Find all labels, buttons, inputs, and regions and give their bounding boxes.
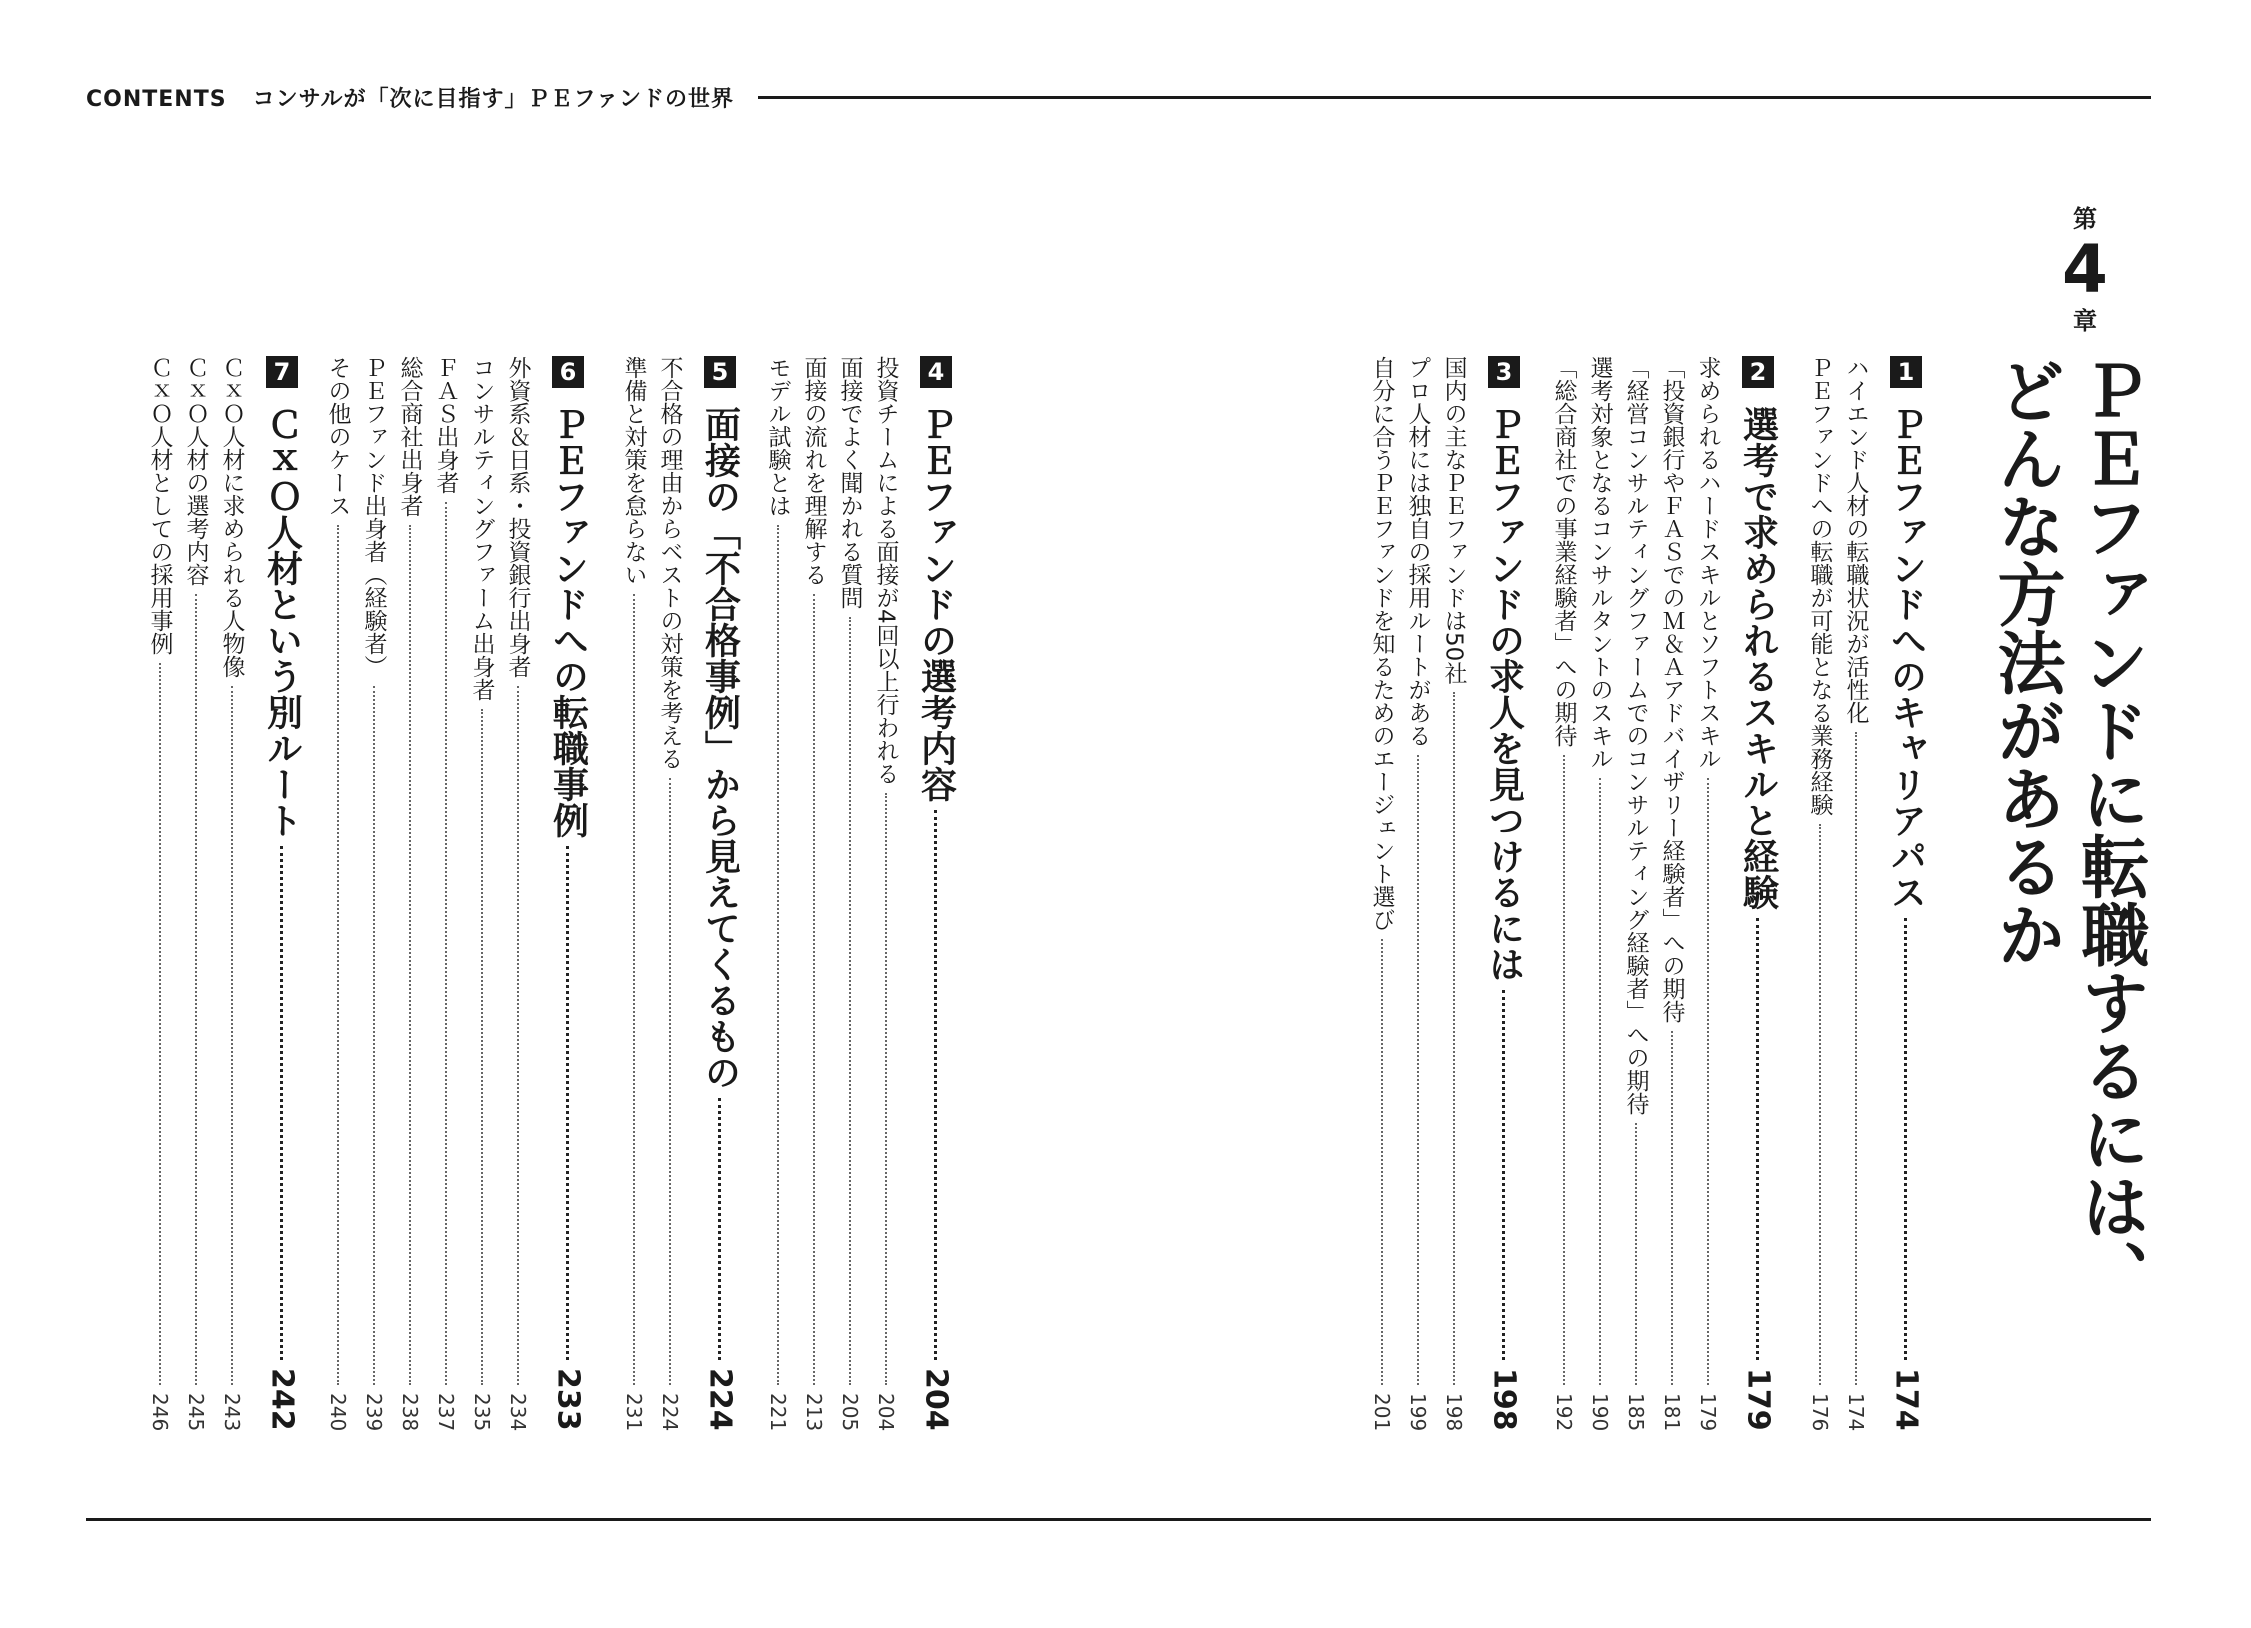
leader-dots <box>1417 755 1419 1385</box>
toc-entry[interactable] <box>393 356 427 1431</box>
bottom-rule <box>86 1518 2151 1521</box>
toc-entry[interactable] <box>1619 356 1653 1431</box>
toc-entry-title: 総合商社出身者 <box>396 356 423 517</box>
leader-dots <box>1635 1123 1637 1385</box>
section-heading[interactable] <box>1481 356 1527 1431</box>
toc-entry[interactable] <box>761 356 795 1431</box>
toc-entry-page: 192 <box>1552 1392 1576 1431</box>
section-heading-page: 242 <box>264 1368 300 1431</box>
leader-dots <box>159 663 161 1385</box>
toc-entry-page: 235 <box>470 1392 494 1431</box>
toc-entry[interactable] <box>1691 356 1725 1431</box>
section-heading-page: 179 <box>1740 1368 1776 1431</box>
toc-entry[interactable] <box>179 356 213 1431</box>
leader-dots <box>1819 824 1821 1385</box>
section-heading[interactable] <box>697 356 743 1431</box>
leader-dots <box>1855 732 1857 1385</box>
toc-entry-title: ＰＥファンド出身者（経験者） <box>360 356 387 678</box>
leader-dots <box>1671 1031 1673 1385</box>
toc-entry-title: ＰＥファンドへの転職が可能となる業務経験 <box>1806 356 1833 816</box>
chapter-sho: 章 <box>2073 307 2097 335</box>
section-heading-title: ＰＥファンドへの転職事例 <box>547 406 589 838</box>
section-heading-title: ＣｘＯ人材という別ルート <box>261 406 303 838</box>
toc-entry-page: 199 <box>1406 1392 1430 1431</box>
chapter-dai: 第 <box>2073 205 2097 233</box>
toc-entry[interactable] <box>501 356 535 1431</box>
toc-entry-title: 投資チームによる面接が4回以上行われる <box>872 356 899 785</box>
toc-entry[interactable] <box>1401 356 1435 1431</box>
toc-entry-title: プロ人材には独自の採用ルートがある <box>1404 356 1431 747</box>
toc-entry-title: ＣｘＯ人材としての採用事例 <box>146 356 173 655</box>
leader-dots <box>1756 918 1760 1360</box>
leader-dots <box>633 594 635 1385</box>
section-heading[interactable] <box>913 356 959 1431</box>
leader-dots <box>445 502 447 1385</box>
leader-dots <box>1707 778 1709 1385</box>
toc-entry-title: コンサルティングファーム出身者 <box>468 356 495 701</box>
toc-entry-page: 221 <box>766 1392 790 1431</box>
toc-entry-title: 外資系＆日系・投資銀行出身者 <box>504 356 531 678</box>
leader-dots <box>566 846 570 1360</box>
toc-entry[interactable] <box>1803 356 1837 1431</box>
section-heading[interactable] <box>1735 356 1781 1431</box>
section-heading[interactable] <box>259 356 305 1431</box>
section-heading-title: ＰＥファンドへのキャリアパス <box>1885 406 1927 910</box>
toc-entry-title: 自分に合うＰＥファンドを知るためのエージェント選び <box>1368 356 1395 931</box>
toc-entry-title: モデル試験とは <box>764 356 791 517</box>
section-heading-page: 204 <box>918 1368 954 1431</box>
toc-entry[interactable] <box>1365 356 1399 1431</box>
toc-entry-title: 選考対象となるコンサルタントのスキル <box>1586 356 1613 770</box>
leader-dots <box>1502 990 1506 1360</box>
toc-entry-title: 準備と対策を怠らない <box>620 356 647 586</box>
toc-entry-page: 181 <box>1660 1392 1684 1431</box>
leader-dots <box>409 525 411 1385</box>
toc-entry-title: 「総合商社での事業経験者」への期待 <box>1550 356 1577 747</box>
toc-entry-page: 185 <box>1624 1392 1648 1431</box>
section-heading[interactable] <box>545 356 591 1431</box>
toc-entry-page: 190 <box>1588 1392 1612 1431</box>
section-number-badge: 2 <box>1742 356 1774 388</box>
toc-entry-title: ハイエンド人材の転職状況が活性化 <box>1842 356 1869 724</box>
toc-entry-title: 面接の流れを理解する <box>800 356 827 586</box>
toc-entry-page: 179 <box>1696 1392 1720 1431</box>
toc-entry-page: 240 <box>326 1392 350 1431</box>
leader-dots <box>337 525 339 1385</box>
chapter-label <box>2060 205 2110 335</box>
toc-entry-page: 201 <box>1370 1392 1394 1431</box>
toc-entry-page: 204 <box>874 1392 898 1431</box>
toc-entry-page: 237 <box>434 1392 458 1431</box>
section-number-badge: 4 <box>920 356 952 388</box>
toc-entry[interactable] <box>833 356 867 1431</box>
section-number-badge: 5 <box>704 356 736 388</box>
section-heading-page: 174 <box>1888 1368 1924 1431</box>
toc-entry-page: 224 <box>658 1392 682 1431</box>
section-heading-page: 198 <box>1486 1368 1522 1431</box>
toc-entry-page: 234 <box>506 1392 530 1431</box>
toc-entry-page: 213 <box>802 1392 826 1431</box>
toc-entry-title: 不合格の理由からベストの対策を考える <box>656 356 683 770</box>
toc-entry[interactable] <box>797 356 831 1431</box>
leader-dots <box>934 810 938 1360</box>
leader-dots <box>280 846 284 1360</box>
section-heading-title: 選考で求められるスキルと経験 <box>1737 406 1779 910</box>
toc-entry-page: 205 <box>838 1392 862 1431</box>
leader-dots <box>1599 778 1601 1385</box>
section-heading-title: ＰＥファンドの選考内容 <box>915 406 957 802</box>
toc-entry[interactable] <box>1437 356 1471 1431</box>
toc-entry-title: 面接でよく聞かれる質問 <box>836 356 863 609</box>
toc-entry-title: ＣｘＯ人材に求められる人物像 <box>218 356 245 678</box>
toc-entry[interactable] <box>215 356 249 1431</box>
leader-dots <box>481 709 483 1385</box>
toc-entry-page: 246 <box>148 1392 172 1431</box>
section-heading-title: 面接の「不合格事例」から見えてくるもの <box>699 406 741 1090</box>
header-text <box>86 82 734 113</box>
toc-entry-page: 176 <box>1808 1392 1832 1431</box>
section-heading-title: ＰＥファンドの求人を見つけるには <box>1483 406 1525 982</box>
toc-entry[interactable] <box>1583 356 1617 1431</box>
leader-dots <box>849 617 851 1385</box>
chapter-number: 4 <box>2062 231 2108 308</box>
section-heading-page: 233 <box>550 1368 586 1431</box>
leader-dots <box>718 1098 722 1360</box>
section-heading[interactable] <box>1883 356 1929 1431</box>
toc-entry-title: 「経営コンサルティングファームでのコンサルティング経験者」への期待 <box>1622 356 1649 1115</box>
leader-dots <box>813 594 815 1385</box>
toc-entry-title: ＣｘＯ人材の選考内容 <box>182 356 209 586</box>
toc-entry-title: 求められるハードスキルとソフトスキル <box>1694 356 1721 770</box>
leader-dots <box>777 525 779 1385</box>
toc-entry[interactable] <box>1839 356 1873 1431</box>
chapter-title-line-2: どんな方法があるか <box>1986 356 2065 968</box>
toc-entry-title: 国内の主なＰＥファンドは50社 <box>1440 356 1467 685</box>
toc-entry-page: 245 <box>184 1392 208 1431</box>
toc-entry-page: 239 <box>362 1392 386 1431</box>
toc-entry-page: 238 <box>398 1392 422 1431</box>
section-number-badge: 6 <box>552 356 584 388</box>
leader-dots <box>195 594 197 1385</box>
leader-dots <box>1381 939 1383 1385</box>
section-number-badge: 7 <box>266 356 298 388</box>
toc-entry[interactable] <box>429 356 463 1431</box>
section-number-badge: 1 <box>1890 356 1922 388</box>
leader-dots <box>1563 755 1565 1385</box>
toc-entry-page: 174 <box>1844 1392 1868 1431</box>
leader-dots <box>1904 918 1908 1360</box>
section-heading-page: 224 <box>702 1368 738 1431</box>
toc-entry-title: その他のケース <box>324 356 351 517</box>
toc-entry[interactable] <box>1547 356 1581 1431</box>
leader-dots <box>517 686 519 1385</box>
toc-entry-page: 198 <box>1442 1392 1466 1431</box>
toc-entry[interactable] <box>1655 356 1689 1431</box>
toc-entry[interactable] <box>617 356 651 1431</box>
leader-dots <box>1453 692 1455 1385</box>
leader-dots <box>885 793 887 1385</box>
header-book-title: コンサルが「次に目指す」ＰＥファンドの世界 <box>252 87 735 112</box>
section-number-badge: 3 <box>1488 356 1520 388</box>
toc-entry[interactable] <box>321 356 355 1431</box>
toc-entry-title: ＦＡＳ出身者 <box>432 356 459 494</box>
toc-entry[interactable] <box>465 356 499 1431</box>
chapter-title-line-1: ＰＥファンドに転職するには、 <box>2070 356 2149 1308</box>
leader-dots <box>669 778 671 1385</box>
toc-entry[interactable] <box>143 356 177 1431</box>
toc-entry-page: 231 <box>622 1392 646 1431</box>
header-contents-label: CONTENTS <box>86 87 227 112</box>
toc-entry-title: 「投資銀行やＦＡＳでのＭ＆Ａアドバイザリー経験者」への期待 <box>1658 356 1685 1023</box>
toc-entry[interactable] <box>869 356 903 1431</box>
leader-dots <box>231 686 233 1385</box>
header-rule <box>758 96 2151 99</box>
toc-entry-page: 243 <box>220 1392 244 1431</box>
toc-entry[interactable] <box>653 356 687 1431</box>
page-header <box>86 78 2151 118</box>
leader-dots <box>373 686 375 1385</box>
toc-entry[interactable] <box>357 356 391 1431</box>
